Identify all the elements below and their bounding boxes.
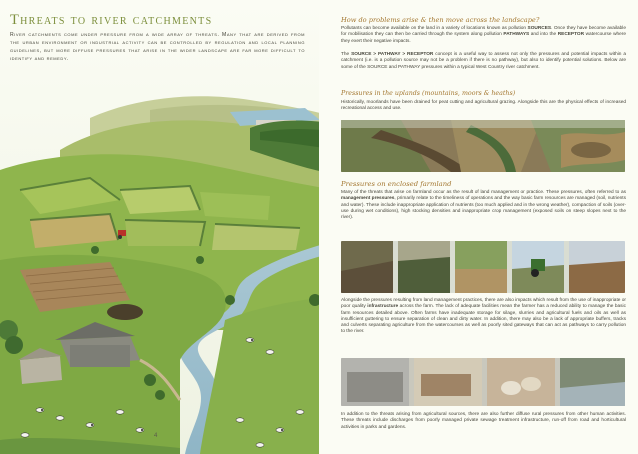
section-paragraph-sources: Pollutants can become available on the land in a variety of locations known as pollution SOURCES. Once they have become available for mobilisation they can then be carried through the system along pollution PATHWAYS and into the RECEPTOR watercourse where they exert their negative impacts. [341,26,627,44]
section-paragraph-management: Many of the threats that arise on farmland occur as the result of land management or practice. These pressures, often referred to as management pressures, primarily relate to the timeliness of operations and the way basic farm resources are managed (soil, nutrients and water). These include inappropriate application of nutrients (too much applied and in the wrong weather), compaction of soils (over-use during wet conditions), high stocking densities and inappropriate crop management (exposed soils on steep slopes next to the river). [341,190,626,221]
upland-photo-strip [341,120,625,172]
farmland-photo-strip [341,241,625,293]
section-paragraph-infrastructure: Alongside the pressures resulting from land management practices, there are also impacts which result from the use of inappropriate or poor quality infrastructure across the farm. The lack of adequate facilities mean the farmer has a reduced ability to manage the basic farm resources detailed above. Often farms have inadequate storage for silage, slurries and agricultural fuels and oils as well as insufficient guttering to ensure separation of clean and dirty water. In addition, there may also be a lack of appropriate buffers, tracks and culverts separating agriculture from the watercourses as well as poorly sited gateways that can act as pathways to carry pollution to the river. [341,298,626,335]
section-paragraph-uplands: Historically, moorlands have been drained for peat cutting and agricultural grazing. Alongside this are the physical effects of increased recreational access and use. [341,100,626,112]
intro-paragraph: River catchments come under pressure from a wide array of threats. Many that are derived from the urban environment or industrial activity can be controlled by regulation and local planning guidelines, but more diffuse pressures that arise in the wider landscape are far more difficult to identify and remedy. [10,32,305,62]
section-heading-problems: How do problems arise & then move across the landscape? [341,16,540,24]
section-heading-farmland: Pressures on enclosed farmland [341,180,452,188]
page-title: Threats to river catchments [10,12,213,28]
section-paragraph-concept: The SOURCE > PATHWAY > RECEPTOR concept is a useful way to assess not only the pressures and potential impacts within a catchment (i.e. is a pollution source may not be a problem if there is no pathway), but also to identify potential solutions. Below are some of the SOURCE and PATHWAY pressures within a typical West Country river catchment. [341,52,626,70]
page-number: 4 [154,433,158,439]
section-heading-uplands: Pressures in the uplands (mountains, moors & heaths) [341,90,516,97]
infrastructure-photo-strip [341,358,625,406]
section-paragraph-diffuse: In addition to the threats arising from agricultural sources, there are also further diffuse rural pressures from other human activities. These threats include discharges from poorly managed private sewage treatment infrastructure, run-off from road and horticultural activities in parks and gardens. [341,412,626,430]
